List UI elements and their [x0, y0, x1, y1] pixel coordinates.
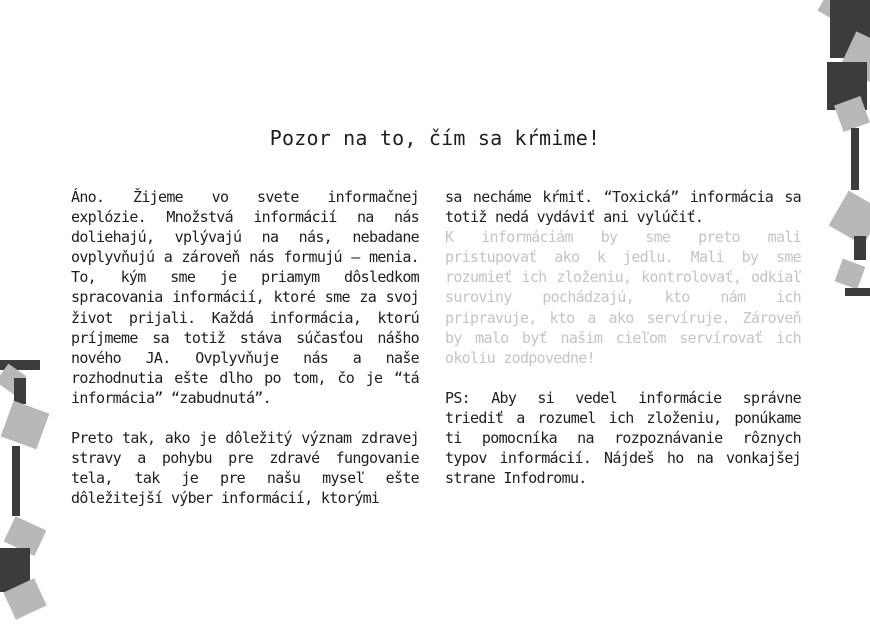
decor-square [1, 401, 50, 450]
right-paragraph-2-faded: K informáciám by sme preto mali pristupovať ako k jedlu. Mali by sme rozumieť ich zloženiu, kontrolovať, odkiaľ suroviny pochádzajú, kto nám ich pripravuje, kto a ako servíruje. Zároveň by malo byť našim cieľom servírovať ich okoliu zodpovedne! [445, 228, 801, 367]
decor-square [835, 259, 866, 290]
decor-bar [845, 288, 870, 296]
decor-bar [14, 378, 26, 404]
right-paragraph-1: sa necháme kŕmiť. “Toxická” informácia sa totiž nedá vydáviť ani vylúčiť. [445, 188, 801, 227]
right-paragraph-3-ps: PS: Aby si vedel informácie správne triediť a rozumel ich zloženiu, ponúkame ti pomocníka na rozpoznávanie rôznych typov informácií. Nájdeš ho na vonkajšej strane Infodromu. [445, 388, 801, 488]
right-column [445, 187, 801, 488]
left-paragraph-2: Preto tak, ako je dôležitý význam zdravej stravy a pohybu pre zdravé fungovanie tela, tak je pre našu myseľ ešte dôležitejší výber informácií, ktorými [71, 429, 419, 508]
left-column [71, 187, 419, 508]
decor-bar [854, 236, 866, 260]
decor-bar [12, 446, 20, 516]
decor-bar [851, 128, 859, 190]
left-paragraph-1: Áno. Žijeme vo svete informačnej explózie. Množstvá informácií na nás doliehajú, vplývajú na nás, nebadane ovplyvňujú a zároveň nás formujú – menia. To, kým sme je priamym dôsledkom spracovania informácií, ktoré sme za svoj život prijali. Každá informácia, ktorú príjmeme sa totiž stáva súčasťou nášho nového JA. Ovplyvňuje nás a naše rozhodnutia ešte dlho po tom, čo je “tá informácia” “zabudnutá”. [71, 188, 419, 407]
page-title: Pozor na to, čím sa kŕmime! [269, 126, 601, 150]
